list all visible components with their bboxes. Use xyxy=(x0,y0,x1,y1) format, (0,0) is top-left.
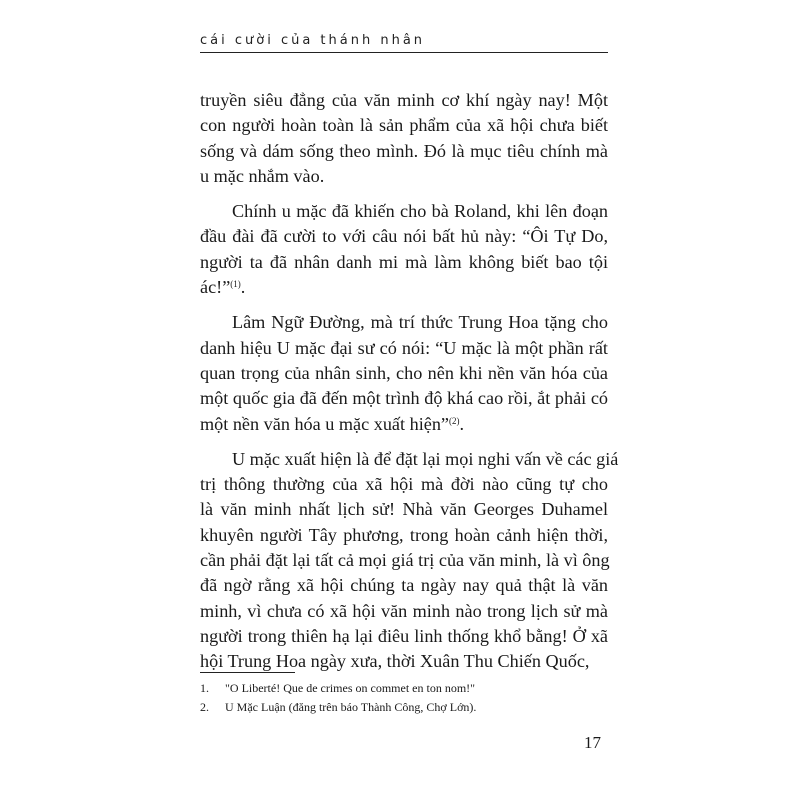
footnote-number: 2. xyxy=(200,700,209,714)
text-line-end: một nền văn hóa u mặc xuất hiện” xyxy=(200,413,449,434)
text-line: là văn minh nhất lịch sử! Nhà văn Georges Duhamel xyxy=(200,499,608,520)
text-line: đầu đài đã cười to với câu nói bất hủ này: “Ôi Tự Do, xyxy=(200,226,608,247)
running-header: cái cười của thánh nhân xyxy=(200,33,426,48)
footnote-1 xyxy=(200,679,608,698)
text-line-end: ác!” xyxy=(200,277,231,298)
paragraph xyxy=(200,310,608,436)
text-line: một quốc gia đã đến một trình độ khá cao rồi, ắt phải có xyxy=(200,388,608,409)
text-line: cần phải đặt lại tất cả mọi giá trị của văn minh, là vì ông xyxy=(200,550,610,571)
punctuation: . xyxy=(459,413,465,434)
footnote-2 xyxy=(200,698,608,717)
paragraph xyxy=(200,447,619,675)
text-line: người ta đã nhân danh mi mà làm không biết bao tội xyxy=(200,251,608,272)
text-line: u mặc nhắm vào. xyxy=(200,165,325,186)
punctuation: . xyxy=(240,277,246,298)
footnotes xyxy=(200,679,608,717)
page-number: 17 xyxy=(584,733,601,752)
text-line xyxy=(200,275,608,300)
text-line: hội Trung Hoa ngày xưa, thời Xuân Thu Chiến Quốc, xyxy=(200,651,590,672)
paragraph xyxy=(200,199,608,300)
header-rule xyxy=(200,52,608,53)
text-line: đã ngờ rằng xã hội chúng ta ngày nay quả thật là văn xyxy=(200,575,608,596)
paragraph xyxy=(200,88,608,189)
footnote-ref-1: (1) xyxy=(230,279,241,290)
text-line: trị thông thường của xã hội mà đời nào cũng tự cho xyxy=(200,474,608,495)
footnote-text: "O Liberté! Que de crimes on commet en ton nom!" xyxy=(225,681,476,695)
text-line: khuyên người Tây phương, trong hoàn cảnh hiện thời, xyxy=(200,524,608,545)
text-line: con người hoàn toàn là sản phẩm của xã hội chưa biết xyxy=(200,115,608,136)
footnote-rule xyxy=(200,672,295,673)
text-line: sống và dám sống theo mình. Đó là mục tiêu chính mà xyxy=(200,140,608,161)
text-line: danh hiệu U mặc đại sư có nói: “U mặc là một phần rất xyxy=(200,337,608,358)
text-line: minh, vì chưa có xã hội văn minh nào trong lịch sử mà xyxy=(200,600,608,621)
footnote-ref-2: (2) xyxy=(449,415,460,426)
text-line: U mặc xuất hiện là để đặt lại mọi nghi vấn về các giá xyxy=(232,448,619,469)
text-line: người trong thiên hạ lại điêu linh thống khổ bằng! Ở xã xyxy=(200,625,608,646)
text-line xyxy=(200,412,608,437)
text-line: truyền siêu đẳng của văn minh cơ khí ngày nay! Một xyxy=(200,90,608,110)
text-line: Chính u mặc đã khiến cho bà Roland, khi lên đoạn xyxy=(232,201,608,222)
footnote-text: U Mặc Luận (đăng trên báo Thành Công, Chợ Lớn). xyxy=(225,700,477,714)
text-line: Lâm Ngữ Đường, mà trí thức Trung Hoa tặng cho xyxy=(232,312,608,333)
text-line: quan trọng của nhân sinh, cho nên khi nền văn hóa của xyxy=(200,362,608,383)
body-text xyxy=(200,88,619,675)
footnote-number: 1. xyxy=(200,681,209,695)
